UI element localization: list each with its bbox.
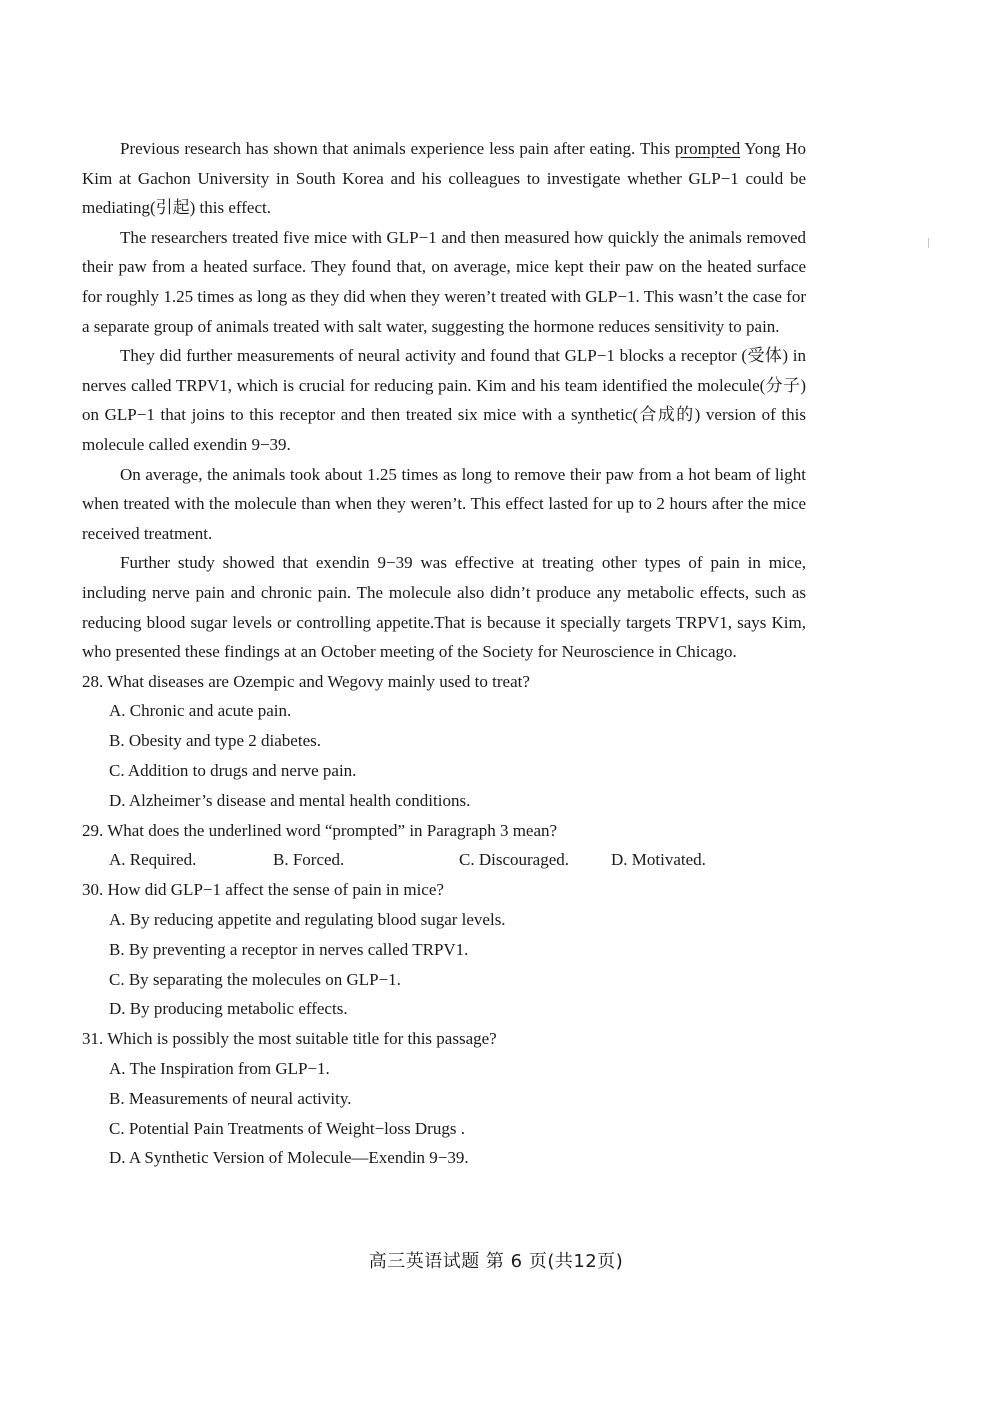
question-31 xyxy=(82,1024,806,1173)
question-30-option-c: C. By separating the molecules on GLP−1. xyxy=(109,969,401,989)
question-29-options xyxy=(82,845,806,875)
page-footer: 高三英语试题 第 6 页(共12页) xyxy=(368,1251,624,1272)
passage-paragraph-3: They did further measurements of neural activity and found that GLP−1 blocks a receptor (受体) in nerves called TRPV1, which is crucial for reducing pain. Kim and his team identified the molecule(分子) on GLP−1 that joins to this receptor and then treated six mice with a synthetic(合成的) version of this molecule called exendin 9−39. xyxy=(82,346,806,454)
question-31-option-c: C. Potential Pain Treatments of Weight−loss Drugs . xyxy=(109,1118,465,1138)
scan-edge-mark xyxy=(928,238,929,248)
question-28-stem: 28. What diseases are Ozempic and Wegovy mainly used to treat? xyxy=(82,671,530,691)
underlined-word-prompted: prompted xyxy=(674,139,741,158)
paragraph-1-after: Yong Ho Kim at Gachon University in South Korea and his colleagues to investigate whether GLP−1 could be mediating(引起) this effect. xyxy=(82,139,806,218)
question-30-stem: 30. How did GLP−1 affect the sense of pain in mice? xyxy=(82,880,444,900)
passage-paragraph-2: The researchers treated five mice with GLP−1 and then measured how quickly the animals removed their paw from a heated surface. They found that, on average, mice kept their paw on the heated surface for roughly 1.25 times as long as they did when they weren’t treated with GLP−1. This wasn’t the case for a separate group of animals treated with salt water, suggesting the hormone reduces sensitivity to pain. xyxy=(82,227,806,336)
page-content xyxy=(82,134,806,1173)
question-29-option-c: C. Discouraged. xyxy=(459,850,570,870)
question-28 xyxy=(82,667,806,816)
question-29-option-a: A. Required. xyxy=(109,850,197,870)
passage-paragraph-1 xyxy=(82,134,806,223)
question-31-stem: 31. Which is possibly the most suitable title for this passage? xyxy=(82,1029,497,1049)
question-29-stem: 29. What does the underlined word “prompted” in Paragraph 3 mean? xyxy=(82,820,558,840)
question-29-option-d: D. Motivated. xyxy=(611,850,706,870)
question-29 xyxy=(82,816,806,876)
question-30-option-a: A. By reducing appetite and regulating blood sugar levels. xyxy=(109,910,506,930)
question-30-option-b: B. By preventing a receptor in nerves called TRPV1. xyxy=(109,939,469,959)
question-28-option-d: D. Alzheimer’s disease and mental health conditions. xyxy=(109,790,471,810)
paragraph-1-before: Previous research has shown that animals experience less pain after eating. This xyxy=(120,139,675,158)
question-28-option-a: A. Chronic and acute pain. xyxy=(109,701,292,721)
question-31-option-a: A. The Inspiration from GLP−1. xyxy=(109,1059,330,1079)
passage-paragraph-5: Further study showed that exendin 9−39 was effective at treating other types of pain in mice, including nerve pain and chronic pain. The molecule also didn’t produce any metabolic effects, such as reducing blood sugar levels or controlling appetite.That is because it specially targets TRPV1, says Kim, who presented these findings at an October meeting of the Society for Neuroscience in Chicago. xyxy=(82,553,806,662)
passage-paragraph-4: On average, the animals took about 1.25 times as long to remove their paw from a hot beam of light when treated with the molecule than when they weren’t. This effect lasted for up to 2 hours after the mice received treatment. xyxy=(82,464,806,543)
question-31-option-b: B. Measurements of neural activity. xyxy=(109,1088,352,1108)
question-29-option-b: B. Forced. xyxy=(273,850,345,870)
question-28-option-b: B. Obesity and type 2 diabetes. xyxy=(109,731,321,751)
question-30 xyxy=(82,875,806,1024)
question-31-option-d: D. A Synthetic Version of Molecule—Exendin 9−39. xyxy=(109,1148,469,1168)
question-28-option-c: C. Addition to drugs and nerve pain. xyxy=(109,761,357,781)
question-30-option-d: D. By producing metabolic effects. xyxy=(109,999,348,1019)
